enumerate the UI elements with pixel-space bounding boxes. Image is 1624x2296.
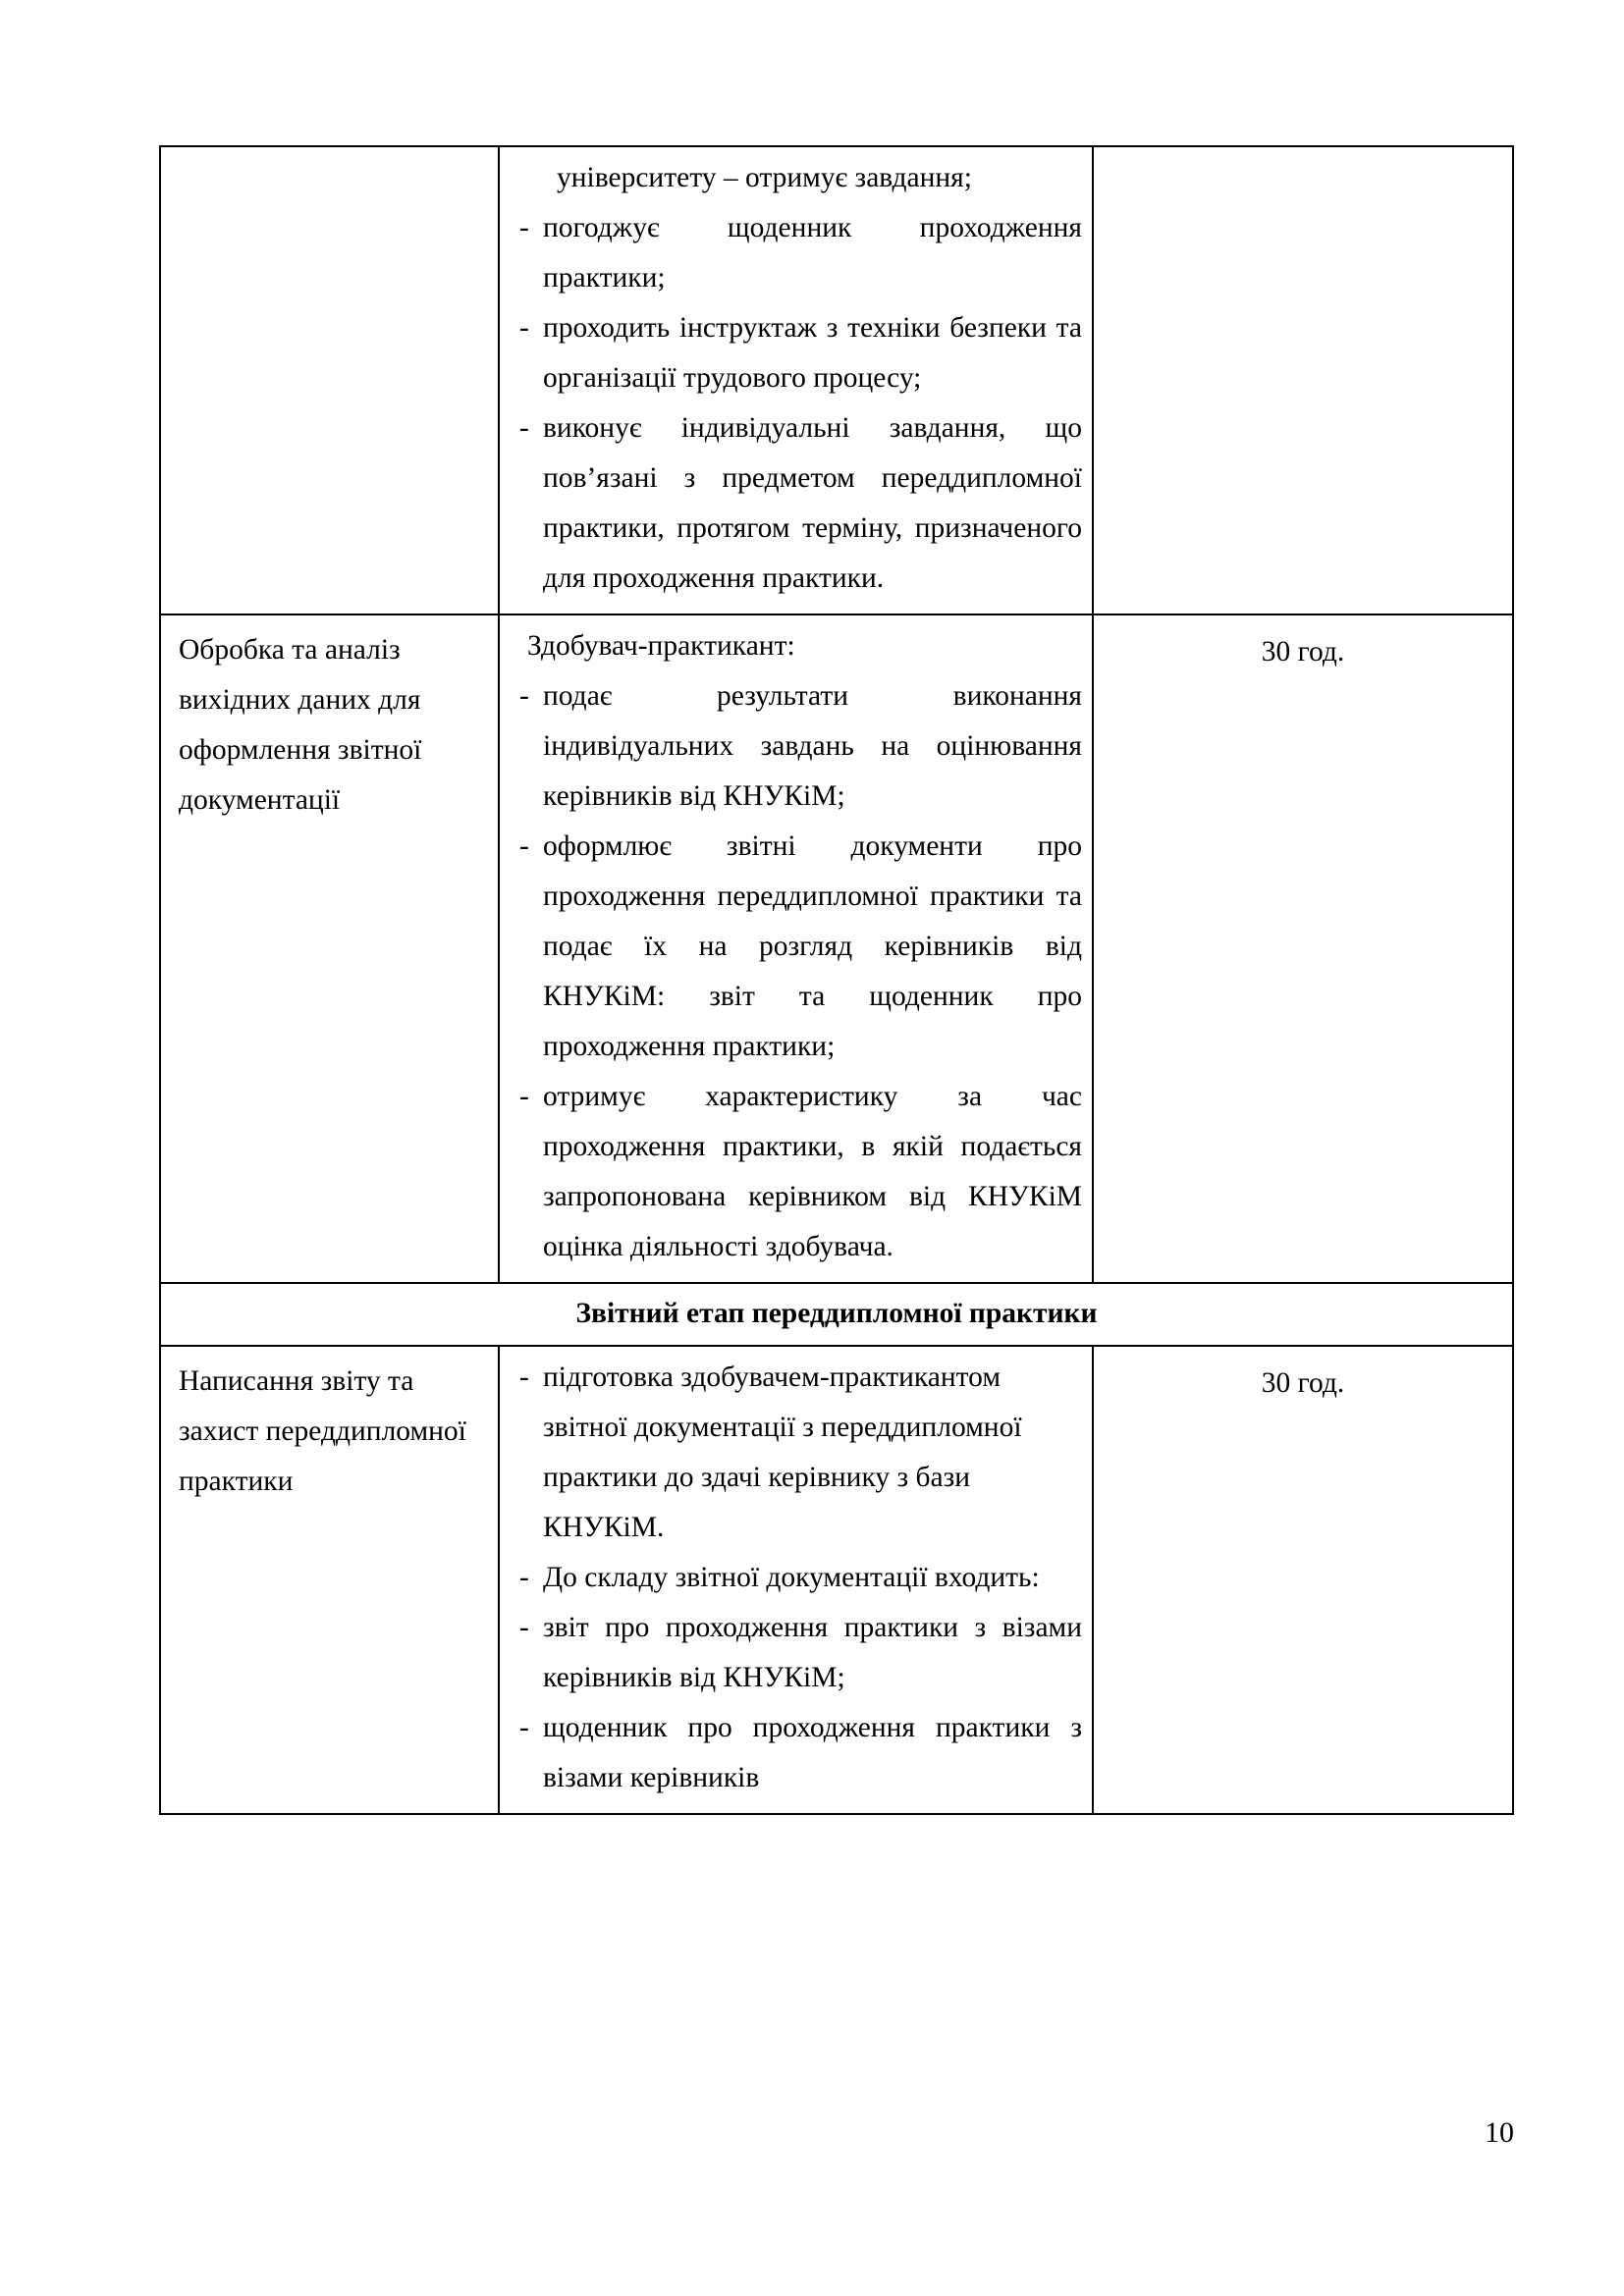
bullet-dash: - [519,680,529,712]
bullet-dash: - [519,1081,529,1112]
list-item-text: До складу звітної документації входить: [543,1562,1040,1593]
bullet-dash: - [519,1562,529,1593]
list-item-text: звіт про проходження практики з візами керівників від КНУКіМ; [543,1612,1082,1693]
description-cell [499,614,1093,1283]
list-item-text: проходить інструктаж з техніки безпеки та організації трудового процесу; [543,312,1082,394]
stage-cell [160,1346,499,1814]
description-lead: Здобувач-практикант: [527,630,795,662]
list-item [514,822,1082,1072]
stage-cell [160,614,499,1283]
stage-cell [160,146,499,614]
list-item-text: подає результати виконання індивідуальних завдань на оцінювання керівників від КНУКіМ; [543,680,1082,812]
list-item-text: підготовка здобувачем-практикантом звітної документації з переддипломної практики до здачі керівнику з бази КНУКіМ. [543,1362,1022,1543]
bullet-dash: - [519,412,529,444]
list-item [514,1353,1082,1553]
list-item [514,403,1082,604]
bullet-dash: - [519,1712,529,1743]
stage-label: Обробка та аналіз вихідних даних для оформлення звітної документації [179,634,422,816]
table-row-section-header [160,1283,1513,1346]
list-item [514,1553,1082,1603]
bullet-dash: - [519,1362,529,1393]
list-item-continuation: університету – отримує завдання; [557,162,972,193]
bullet-dash: - [519,312,529,344]
page-number: 10 [1485,2116,1514,2149]
table-row [160,614,1513,1283]
hours-cell [1093,1346,1513,1814]
hours-value: 30 год. [1261,1367,1345,1399]
bullet-dash: - [519,212,529,243]
table-row [160,1346,1513,1814]
stage-label: Написання звіту та захист переддипломної практики [179,1365,466,1497]
practice-schedule-table [159,145,1514,1815]
section-header-title: Звітний етап переддипломної практики [575,1298,1098,1329]
list-item [514,1072,1082,1272]
list-item [514,203,1082,303]
bullet-dash: - [519,1612,529,1643]
hours-value: 30 год. [1261,636,1345,667]
description-cell [499,1346,1093,1814]
list-item-text: щоденник про проходження практики з візами керівників [543,1712,1082,1793]
list-item [514,1703,1082,1803]
list-item-text: виконує індивідуальні завдання, що пов’язані з предметом переддипломної практики, протягом терміну, призначеного для проходження практики. [543,412,1082,594]
table-row [160,146,1513,614]
list-item [514,303,1082,403]
list-item-text: оформлює звітні документи про проходження переддипломної практики та подає їх на розгляд керівників від КНУКіМ: звіт та щоденник про проходження практики; [543,830,1082,1062]
hours-cell [1093,614,1513,1283]
description-cell [499,146,1093,614]
list-item-text: отримує характеристику за час проходження практики, в якій подається запропонована керівником від КНУКіМ оцінка діяльності здобувача. [543,1081,1082,1262]
list-item-text: погоджує щоденник проходження практики; [543,212,1082,294]
list-item [514,671,1082,822]
bullet-dash: - [519,830,529,862]
section-header-cell [160,1283,1513,1346]
list-item [514,1603,1082,1703]
hours-cell [1093,146,1513,614]
